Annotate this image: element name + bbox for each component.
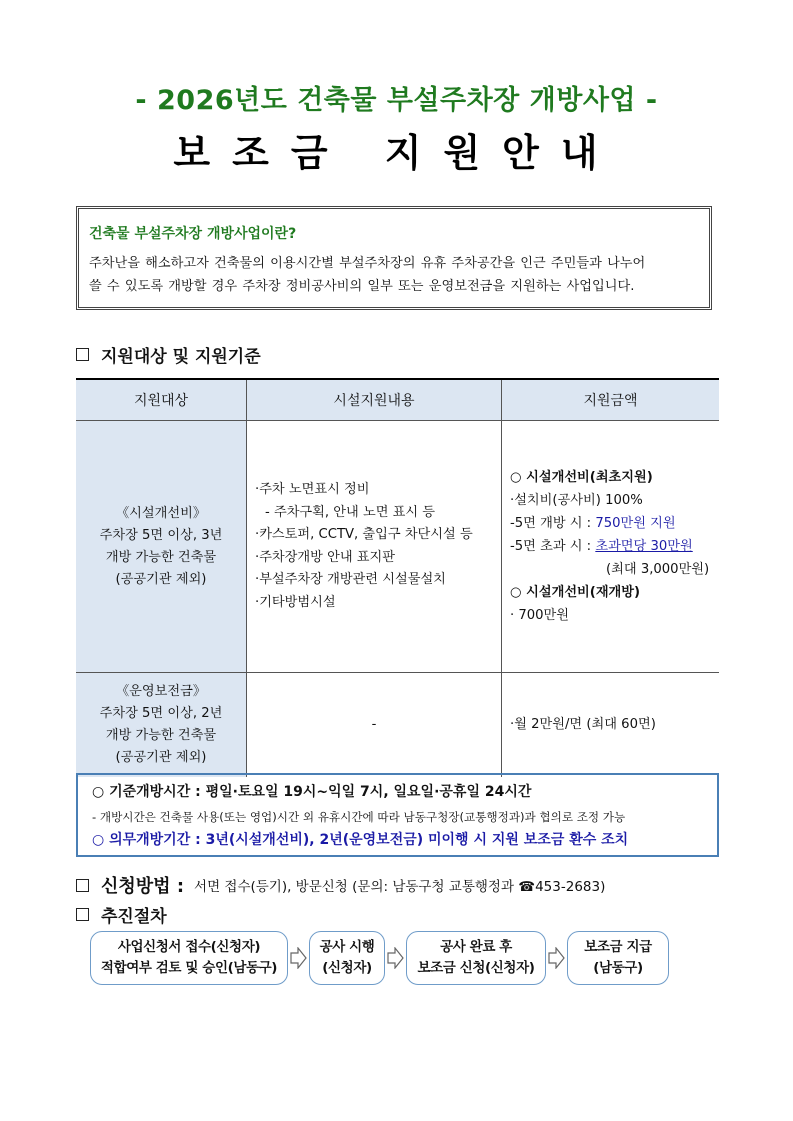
checkbox-icon <box>76 879 89 892</box>
target-line: 개방 가능한 건축물 <box>105 549 217 565</box>
amount-cell: ·월 2만원/면 (최대 60면) <box>502 673 720 777</box>
procedure-flow <box>90 931 669 985</box>
section-application <box>76 872 605 898</box>
support-table <box>76 378 719 777</box>
amount-value: 초과면당 30만원 <box>595 539 693 554</box>
target-line: (공공기관 제외) <box>115 749 207 765</box>
table-row <box>76 421 719 673</box>
procedure-step-2 <box>309 931 385 985</box>
page-title: - 2026년도 건축물 부설주차장 개방사업 - <box>135 85 658 116</box>
section-title: 추진절차 <box>101 907 167 927</box>
section-support-criteria <box>76 342 261 367</box>
facility-cell <box>247 421 502 673</box>
facility-item: ·부설주차장 개방관련 시설물설치 <box>255 572 446 587</box>
amount-cap: (최대 3,000만원) <box>606 562 710 577</box>
intro-line-1: 주차난을 해소하고자 건축물의 이용시간별 부설주차장의 유휴 주차공간을 인근 주민들과 나누어 <box>89 256 646 271</box>
intro-text <box>89 252 699 298</box>
target-line: 개방 가능한 건축물 <box>105 727 217 743</box>
facility-cell: - <box>247 673 502 777</box>
intro-question: 건축물 부설주차장 개방사업이란? <box>89 226 297 242</box>
page-subtitle: 보조금 지원안내 <box>173 131 620 175</box>
intro-box <box>76 206 712 310</box>
step-text: 공사 완료 후 <box>440 939 512 955</box>
step-text: (신청자) <box>322 960 372 976</box>
amount-line: · 700만원 <box>510 608 570 623</box>
header-target: 지원대상 <box>76 379 247 421</box>
table-header-row <box>76 379 719 421</box>
arrow-right-icon <box>548 947 565 969</box>
facility-item: - 주차구획, 안내 노면 표시 등 <box>265 504 436 520</box>
target-line: 주차장 5면 이상, 2년 <box>99 705 223 721</box>
target-title: 《운영보전금》 <box>115 683 207 699</box>
application-detail: 서면 접수(등기), 방문신청 (문의: 남동구청 교통행정과 ☎453-2683) <box>194 879 606 895</box>
amount-line: ·설치비(공사비) 100% <box>510 493 643 508</box>
intro-line-2: 쓸 수 있도록 개방할 경우 주차장 정비공사비의 일부 또는 운영보전금을 지원하는 사업입니다. <box>89 279 635 294</box>
step-text: (남동구) <box>593 960 643 976</box>
arrow-right-icon <box>387 947 404 969</box>
table-row <box>76 673 719 777</box>
amount-cell <box>502 421 720 673</box>
notice-box <box>76 773 719 857</box>
amount-value: 750만원 지원 <box>595 516 676 531</box>
header-amount: 지원금액 <box>502 379 720 421</box>
notice-obligation: ○ 의무개방기간 : 3년(시설개선비), 2년(운영보전금) 미이행 시 지원 보조금 환수 조치 <box>92 832 629 848</box>
facility-item: ·주차장개방 안내 표지판 <box>255 549 395 565</box>
procedure-step-3 <box>406 931 546 985</box>
step-text: 공사 시행 <box>319 939 375 955</box>
target-cell <box>76 673 247 777</box>
facility-item: ·카스토퍼, CCTV, 출입구 차단시설 등 <box>255 527 473 542</box>
amount-label: -5면 초과 시 : <box>510 539 596 554</box>
target-title: 《시설개선비》 <box>115 505 207 521</box>
amount-line <box>510 512 718 535</box>
section-procedure <box>76 902 167 927</box>
procedure-step-1 <box>90 931 288 985</box>
amount-label: -5면 개방 시 : <box>510 516 596 531</box>
procedure-step-4 <box>567 931 669 985</box>
notice-open-hours: ○ 기준개방시간 : 평일·토요일 19시~익일 7시, 일요일·공휴일 24시간 <box>92 784 532 800</box>
step-text: 보조금 신청(신청자) <box>417 960 535 976</box>
notice-adjust: - 개방시간은 건축물 사용(또는 영업)시간 외 유휴시간에 따라 남동구청장(교통행정과)과 협의로 조정 가능 <box>92 810 626 824</box>
amount-line <box>510 535 718 558</box>
section-title: 신청방법 : <box>101 876 185 897</box>
target-cell <box>76 421 247 673</box>
step-text: 적합여부 검토 및 승인(남동구) <box>100 960 278 976</box>
checkbox-icon <box>76 908 89 921</box>
amount-heading: ○ 시설개선비(최초지원) <box>510 470 653 485</box>
step-text: 보조금 지급 <box>584 939 652 955</box>
header-facility: 시설지원내용 <box>247 379 502 421</box>
amount-heading: ○ 시설개선비(재개방) <box>510 585 641 600</box>
target-line: (공공기관 제외) <box>115 571 207 587</box>
facility-item: ·기타방범시설 <box>255 594 336 610</box>
section-title: 지원대상 및 지원기준 <box>101 347 261 367</box>
checkbox-icon <box>76 348 89 361</box>
step-text: 사업신청서 접수(신청자) <box>117 939 261 955</box>
target-line: 주차장 5면 이상, 3년 <box>99 527 223 543</box>
arrow-right-icon <box>290 947 307 969</box>
facility-item: ·주차 노면표시 정비 <box>255 482 370 497</box>
